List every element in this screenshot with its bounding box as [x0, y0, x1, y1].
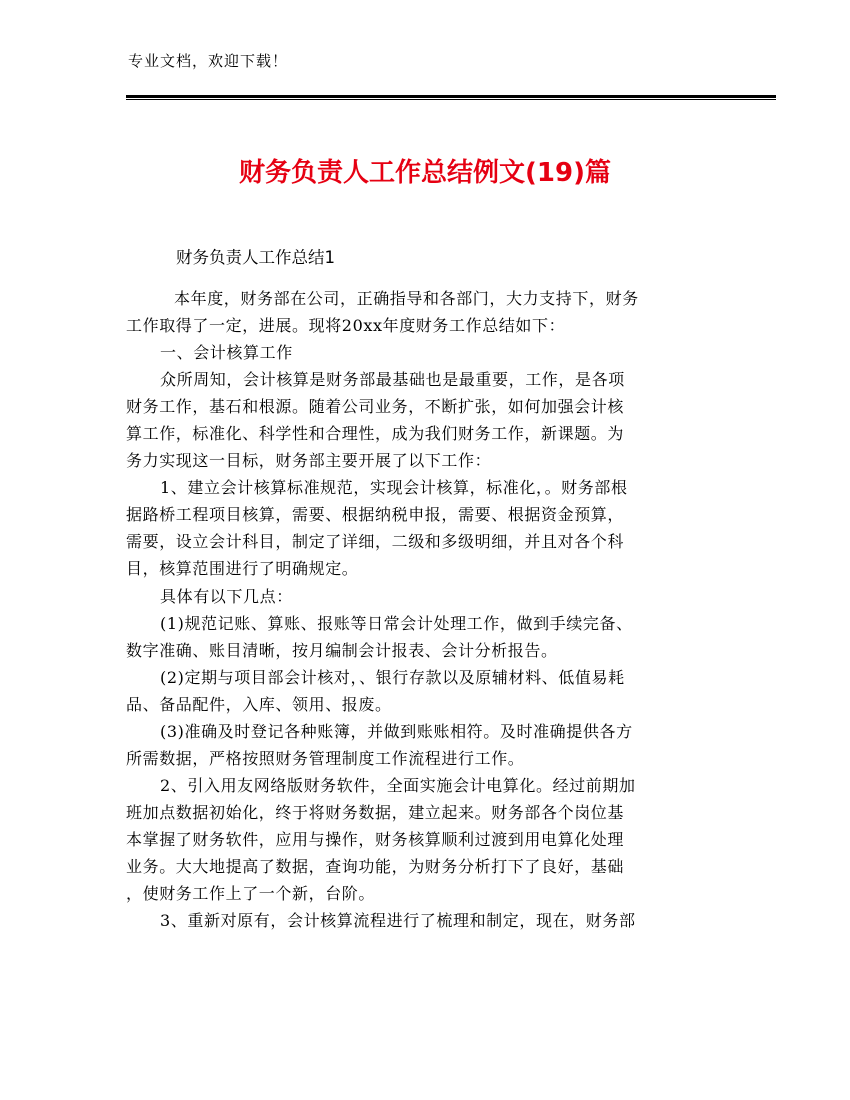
body-line: 业务。大大地提高了数据，查询功能，为财务分析打下了良好，基础	[126, 856, 625, 876]
body-line: (3)准确及时登记各种账簿，并做到账账相符。及时准确提供各方	[160, 721, 633, 741]
body-line: (2)定期与项目部会计核对，、银行存款以及原辅材料、低值易耗	[160, 667, 625, 687]
body-line: 一、会计核算工作	[160, 343, 293, 363]
body-line: (1)规范记账、算账、报账等日常会计处理工作，做到手续完备、	[160, 613, 633, 633]
body-line: 目，核算范围进行了明确规定。	[126, 559, 359, 579]
body-line: 本年度，财务部在公司，正确指导和各部门，大力支持下，财务	[174, 289, 639, 308]
body-line: 务力实现这一目标，财务部主要开展了以下工作：	[126, 451, 492, 471]
document-title: 财务负责人工作总结例文(19)篇	[239, 158, 611, 188]
body-line: ，使财务工作上了一个新，台阶。	[126, 884, 376, 904]
header-note: 专业文档，欢迎下载！	[128, 52, 289, 70]
body-line: 所需数据，严格按照财务管理制度工作流程进行工作。	[126, 748, 525, 768]
header-rule-thin	[126, 99, 776, 100]
section-heading: 财务负责人工作总结1	[176, 248, 335, 267]
header-rule-thick	[126, 95, 776, 98]
body-line: 需要，设立会计科目，制定了详细，二级和多级明细，并且对各个科	[126, 532, 625, 552]
body-line: 工作取得了一定，进展。现将20xx年度财务工作总结如下：	[126, 316, 566, 336]
body-line: 据路桥工程项目核算，需要、根据纳税申报，需要、根据资金预算，	[126, 505, 625, 525]
body-line: 数字准确、账目清晰，按月编制会计报表、会计分析报告。	[126, 640, 558, 660]
body-line: 本掌握了财务软件，应用与操作，财务核算顺利过渡到用电算化处理	[126, 829, 625, 849]
body-line: 品、备品配件，入库、领用、报废。	[126, 694, 392, 714]
body-line: 2、引入用友网络版财务软件，全面实施会计电算化。经过前期加	[160, 775, 636, 795]
document-body	[126, 285, 726, 934]
body-line: 算工作，标准化、科学性和合理性，成为我们财务工作，新课题。为	[126, 424, 625, 444]
body-line: 1、建立会计核算标准规范，实现会计核算，标准化，。财务部根	[160, 478, 628, 498]
body-line: 3、重新对原有，会计核算流程进行了梳理和制定，现在，财务部	[160, 911, 636, 931]
body-line: 众所周知，会计核算是财务部最基础也是最重要，工作，是各项	[160, 370, 625, 390]
body-line: 具体有以下几点：	[160, 586, 293, 606]
body-line: 班加点数据初始化，终于将财务数据，建立起来。财务部各个岗位基	[126, 802, 625, 822]
body-line: 财务工作，基石和根源。随着公司业务，不断扩张，如何加强会计核	[126, 397, 625, 417]
